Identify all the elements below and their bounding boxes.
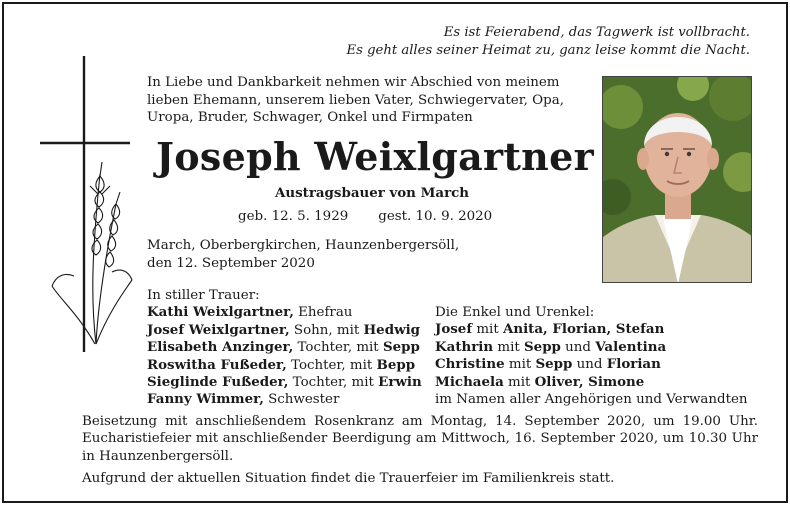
funeral-note: Aufgrund der aktuellen Situation findet die Trauerfeier im Familienkreis statt. <box>82 471 615 487</box>
mourner-entry: Kathi Weixlgartner, Ehefrau <box>147 304 353 321</box>
intro-line: Uropa, Bruder, Schwager, Onkel und Firmpaten <box>147 110 473 126</box>
mourner-entry: Fanny Wimmer, Schwester <box>147 391 340 408</box>
grandchild-entry: Michaela mit Oliver, Simone <box>435 373 645 390</box>
mourner-entry: Sieglinde Fußeder, Tochter, mit Erwin <box>147 374 422 391</box>
motto-line: Es ist Feierabend, das Tagwerk ist vollbracht. <box>443 25 750 40</box>
intro-line: lieben Ehemann, unserem lieben Vater, Schwiegervater, Opa, <box>147 92 564 108</box>
life-dates <box>238 209 492 224</box>
obituary-notice <box>2 2 788 503</box>
grandchild-entry: Josef mit Anita, Florian, Stefan <box>435 321 665 338</box>
portrait-photo <box>602 76 752 283</box>
mourners-heading: In stiller Trauer: <box>147 288 260 303</box>
deceased-occupation: Austragsbauer von March <box>274 185 470 201</box>
death-date: gest. 10. 9. 2020 <box>378 209 493 224</box>
intro-text <box>147 74 597 127</box>
motto-verse <box>347 24 750 60</box>
date-line: den 12. September 2020 <box>147 255 315 271</box>
mourners-list <box>147 287 422 409</box>
grandchild-entry: Kathrin mit Sepp und Valentina <box>435 338 667 355</box>
grandchildren-heading: Die Enkel und Urenkel: <box>435 305 595 320</box>
funeral-schedule: Beisetzung mit anschließendem Rosenkranz am Montag, 14. September 2020, um 19.00 Uhr. Eucharistiefeier mit anschließender Beerdigung am Mittwoch, 16. September 2020, um 10.30 Uhr in Haunzenbergersöll. <box>82 414 758 464</box>
wheat-icon <box>52 162 132 344</box>
mourner-entry: Elisabeth Anzinger, Tochter, mit Sepp <box>147 339 420 356</box>
grandchild-entry: Christine mit Sepp und Florian <box>435 356 661 373</box>
motto-line: Es geht alles seiner Heimat zu, ganz leise kommt die Nacht. <box>346 43 750 58</box>
intro-line: In Liebe und Dankbarkeit nehmen wir Abschied von meinem <box>147 75 560 90</box>
deceased-name: Joseph Weixlgartner <box>156 134 594 179</box>
mourner-entry: Roswitha Fußeder, Tochter, mit Bepp <box>147 356 416 373</box>
closing-line: im Namen aller Angehörigen und Verwandten <box>435 392 748 408</box>
grandchildren-list <box>435 304 748 408</box>
place-line: March, Oberbergkirchen, Haunzenbergersöll, <box>147 238 460 253</box>
mourner-entry: Josef Weixlgartner, Sohn, mit Hedwig <box>147 321 421 338</box>
birth-date: geb. 12. 5. 1929 <box>238 209 349 224</box>
funeral-details <box>82 413 758 493</box>
cross-icon <box>38 54 138 354</box>
place-and-date <box>147 237 459 272</box>
